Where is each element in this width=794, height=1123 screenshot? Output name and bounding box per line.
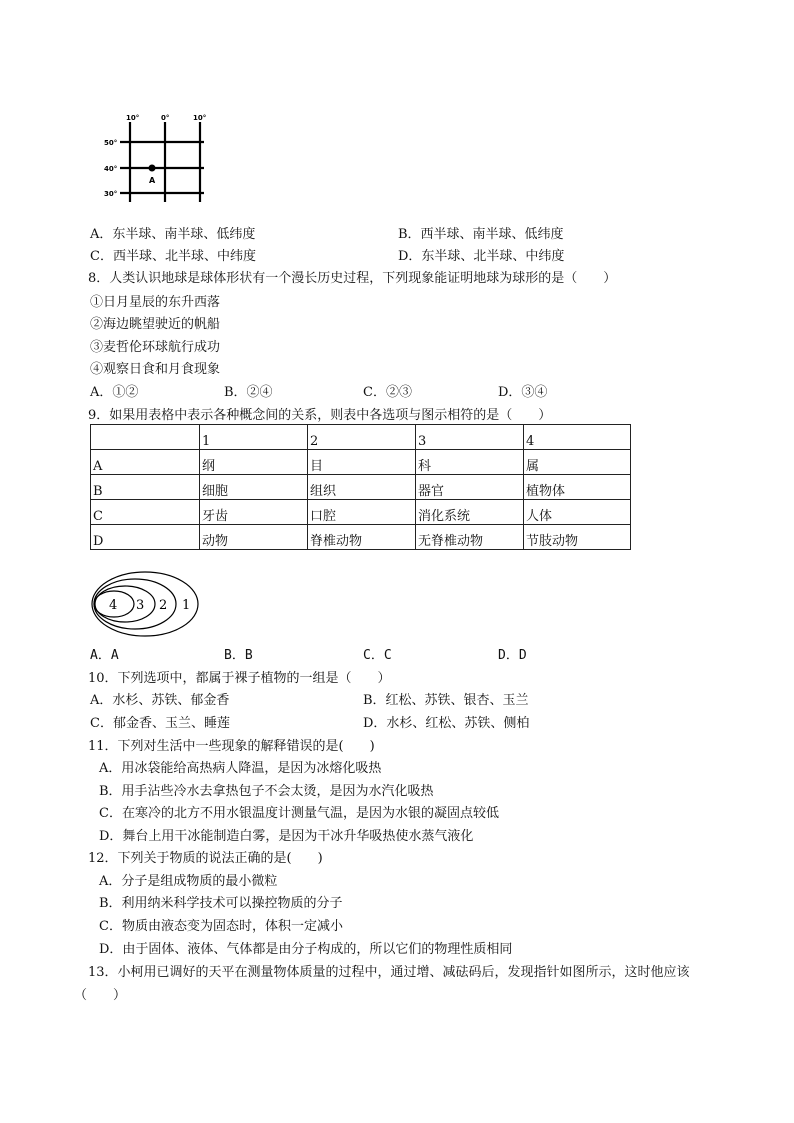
table-cell: 消化系统: [416, 500, 524, 525]
q13-stem-blank: （ ）: [74, 988, 127, 1003]
lat-label: 40°: [104, 165, 118, 173]
q11-option-c: C．在寒冷的北方不用水银温度计测量气温，是因为水银的凝固点较低: [99, 806, 499, 821]
q9-option-a: A．A: [90, 648, 119, 663]
table-cell: 1: [200, 425, 308, 450]
table-row: [91, 500, 631, 525]
table-cell: 属: [524, 450, 631, 475]
table-row: [91, 450, 631, 475]
q8-option-b: B．②④: [224, 385, 273, 400]
q8-option-a: A．①②: [90, 385, 139, 400]
q12-stem: 12．下列关于物质的说法正确的是( ): [88, 851, 323, 866]
ellipse-label: 2: [159, 598, 168, 613]
table-cell: 器官: [416, 475, 524, 500]
table-row: [91, 525, 631, 550]
ellipse-label: 3: [136, 598, 145, 613]
table-cell: B: [91, 475, 200, 500]
q10-option-c: C．郁金香、玉兰、睡莲: [90, 716, 230, 731]
table-cell: 动物: [200, 525, 308, 550]
q10-option-b: B．红松、苏铁、银杏、玉兰: [363, 693, 529, 708]
point-label: A: [149, 176, 156, 185]
table-cell: 节肢动物: [524, 525, 631, 550]
q12-option-a: A．分子是组成物质的最小微粒: [99, 874, 278, 889]
q7-option-c: C．西半球、北半球、中纬度: [90, 249, 256, 264]
table-cell: 3: [416, 425, 524, 450]
table-cell: 无脊椎动物: [416, 525, 524, 550]
ellipse-3: [95, 586, 155, 622]
q8-item-3: ③麦哲伦环球航行成功: [90, 340, 221, 355]
lon-label: 0°: [161, 114, 170, 122]
lon-label: 10°: [193, 114, 207, 122]
table-cell: 2: [308, 425, 416, 450]
q12-option-d: D．由于固体、液体、气体都是由分子构成的，所以它们的物理性质相同: [99, 942, 513, 957]
q8-item-4: ④观察日食和月食现象: [90, 362, 221, 377]
q9-option-c: C．C: [363, 648, 392, 663]
q8-item-2: ②海边眺望驶近的帆船: [90, 317, 221, 332]
q13-stem: 13．小柯用已调好的天平在测量物体质量的过程中，通过增、减砝码后，发现指针如图所示，这时他应该: [88, 965, 690, 980]
q8-option-c: C．②③: [363, 385, 412, 400]
q7-option-a: A．东半球、南半球、低纬度: [90, 227, 256, 242]
lat-label: 30°: [104, 190, 118, 198]
q10-option-a: A．水杉、苏铁、郁金香: [90, 693, 230, 708]
lat-lon-grid-figure: [100, 112, 210, 204]
table-row: [91, 475, 631, 500]
table-cell: A: [91, 450, 200, 475]
ellipse-label: 1: [182, 598, 191, 613]
table-cell: 牙齿: [200, 500, 308, 525]
q8-item-1: ①日月星辰的东升西落: [90, 295, 221, 310]
table-cell: 科: [416, 450, 524, 475]
q8-stem: 8．人类认识地球是球体形状有一个漫长历史过程，下列现象能证明地球为球形的是（ ）: [88, 271, 617, 286]
table-cell: [91, 425, 200, 450]
q10-option-d: D．水杉、红松、苏铁、侧柏: [363, 716, 530, 731]
q8-option-d: D．③④: [498, 385, 548, 400]
table-cell: C: [91, 500, 200, 525]
q9-stem: 9．如果用表格中表示各种概念间的关系，则表中各选项与图示相符的是（ ）: [88, 408, 552, 423]
q12-option-b: B．利用纳米科学技术可以操控物质的分子: [99, 896, 343, 911]
q11-option-a: A．用冰袋能给高热病人降温，是因为冰熔化吸热: [99, 761, 382, 776]
q12-option-c: C．物质由液态变为固态时，体积一定减小: [99, 919, 343, 934]
q7-option-b: B．西半球、南半球、低纬度: [398, 227, 564, 242]
q10-stem: 10．下列选项中，都属于裸子植物的一组是（ ）: [88, 671, 391, 686]
table-cell: D: [91, 525, 200, 550]
q11-option-b: B．用手沾些冷水去拿热包子不会太烫，是因为水汽化吸热: [99, 784, 434, 799]
table-cell: 4: [524, 425, 631, 450]
lat-label: 50°: [104, 139, 118, 147]
table-cell: 口腔: [308, 500, 416, 525]
ellipse-label: 4: [109, 598, 118, 613]
q9-option-b: B．B: [224, 648, 253, 663]
q9-concept-table: [90, 424, 631, 550]
q9-option-d: D．D: [498, 648, 527, 663]
q11-option-d: D．舞台上用干冰能制造白雾，是因为干冰升华吸热使水蒸气液化: [99, 829, 474, 844]
q11-stem: 11．下列对生活中一些现象的解释错误的是( ): [88, 739, 375, 754]
nested-ellipses-diagram: [88, 568, 208, 640]
table-cell: 人体: [524, 500, 631, 525]
point-a-marker: [149, 165, 156, 172]
table-header-row: [91, 425, 631, 450]
table-cell: 脊椎动物: [308, 525, 416, 550]
lon-label: 10°: [126, 114, 140, 122]
table-cell: 组织: [308, 475, 416, 500]
q7-option-d: D．东半球、北半球、中纬度: [398, 249, 565, 264]
table-cell: 目: [308, 450, 416, 475]
table-cell: 纲: [200, 450, 308, 475]
table-cell: 植物体: [524, 475, 631, 500]
table-cell: 细胞: [200, 475, 308, 500]
